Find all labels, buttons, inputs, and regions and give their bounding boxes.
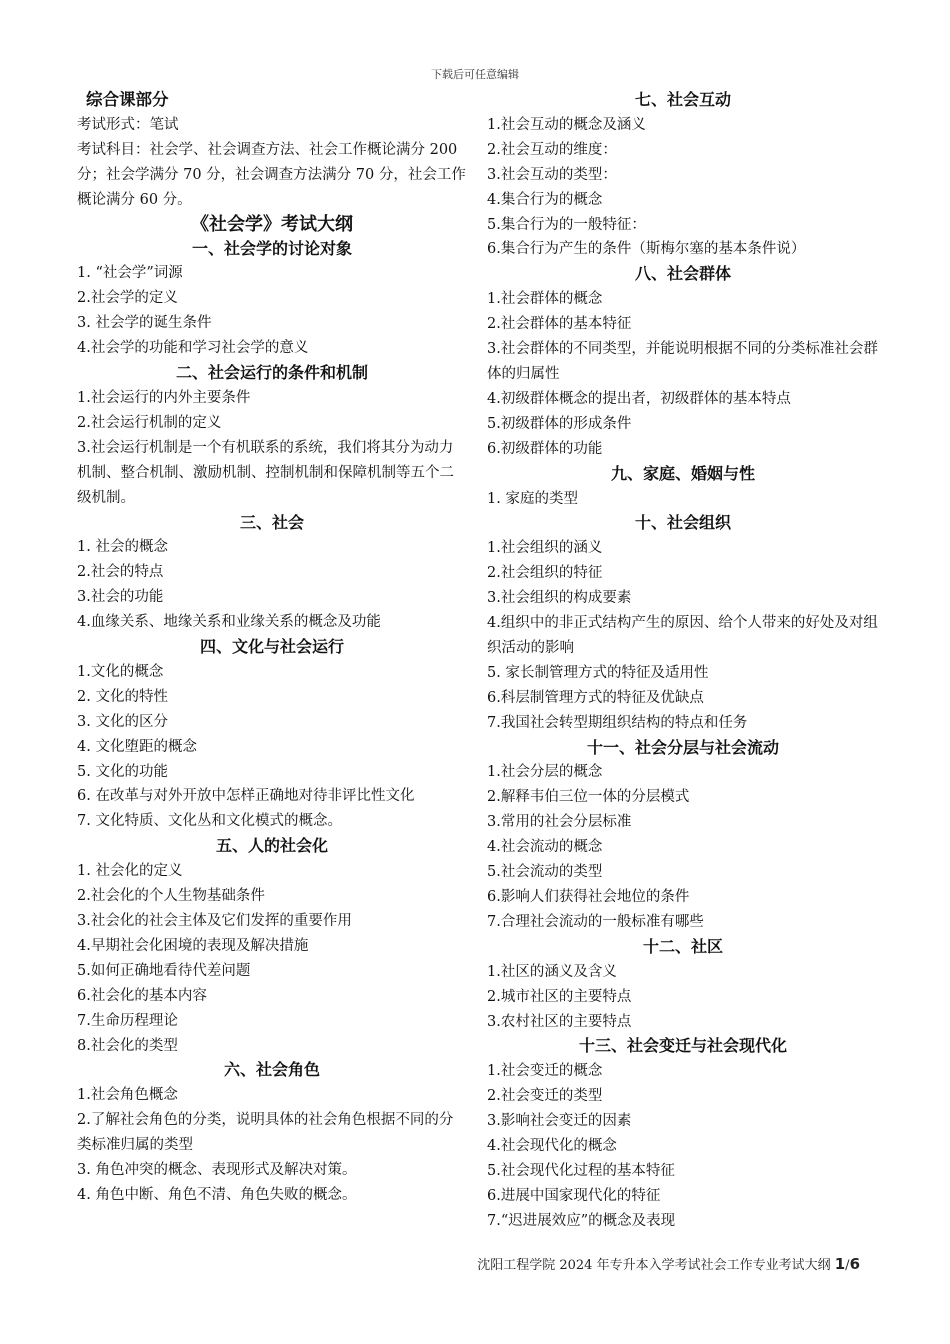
outline-item: 4.社会学的功能和学习社会学的意义 <box>77 340 309 357</box>
outline-item: 3.影响社会变迁的因素 <box>487 1113 632 1130</box>
outline-item: 5. 家长制管理方式的特征及适用性 <box>487 664 709 681</box>
section-heading: 十三、社会变迁与社会现代化 <box>578 1036 787 1056</box>
sections-right <box>487 88 879 1234</box>
outline-item: 4.组织中的非正式结构产生的原因、给个人带来的好处及对组织活动的影响 <box>487 615 878 656</box>
outline-item: 4.社会流动的概念 <box>487 839 603 856</box>
outline-item: 7.合理社会流动的一般标准有哪些 <box>487 913 704 930</box>
outline-item: 2.城市社区的主要特点 <box>487 988 632 1005</box>
section <box>487 462 879 512</box>
outline-item: 1.社会角色概念 <box>77 1087 178 1104</box>
outline-item: 5.社会现代化过程的基本特征 <box>487 1162 675 1179</box>
outline-item: 2.社会的特点 <box>77 564 164 581</box>
outline-item: 2.社会群体的基本特征 <box>487 316 632 333</box>
outline-item: 6.影响人们获得社会地位的条件 <box>487 889 690 905</box>
outline-item: 7.“迟进展效应”的概念及表现 <box>487 1212 676 1229</box>
outline-item: 2.社会运行机制的定义 <box>77 414 222 431</box>
right-column <box>487 88 879 1234</box>
outline-item: 1. 社会化的定义 <box>77 863 183 880</box>
outline-item: 1.社会变迁的概念 <box>487 1063 603 1080</box>
outline-item: 4.集合行为的概念 <box>487 191 603 208</box>
outline-item: 4.社会现代化的概念 <box>487 1138 617 1155</box>
section-heading: 五、人的社会化 <box>215 836 328 856</box>
outline-item: 6.集合行为产生的条件（斯梅尔塞的基本条件说） <box>487 241 806 258</box>
page-current: 1 <box>834 1255 846 1273</box>
footer <box>477 1254 860 1273</box>
outline-item: 1. 社会的概念 <box>77 539 168 556</box>
outline-item: 3. 社会学的诞生条件 <box>77 315 212 332</box>
outline-item: 6.社会化的基本内容 <box>77 987 207 1004</box>
outline-item: 2.社会互动的维度： <box>487 141 617 158</box>
section-heading: 三、社会 <box>239 512 304 532</box>
page-separator: / <box>845 1258 850 1273</box>
exam-subjects: 考试科目：社会学、社会调查方法、社会工作概论满分 200 分；社会学满分 70 分，社会调查方法满分 70 分，社会工作概论满分 60 分。 <box>77 141 466 208</box>
outline-item: 4.初级群体概念的提出者，初级群体的基本特点 <box>487 390 791 407</box>
outline-item: 3. 文化的区分 <box>77 713 168 730</box>
section <box>487 262 879 461</box>
outline-item: 1.社会分层的概念 <box>487 764 603 781</box>
outline-item: 3.社会的功能 <box>77 589 164 606</box>
outline-item: 3.社会互动的类型： <box>487 166 617 183</box>
outline-item: 2.社会组织的特征 <box>487 565 603 582</box>
outline-item: 2.解释韦伯三位一体的分层模式 <box>487 789 690 806</box>
section <box>77 511 467 636</box>
sections-left <box>77 237 467 1208</box>
section <box>487 511 879 735</box>
section-heading: 二、社会运行的条件和机制 <box>175 363 368 383</box>
outline-item: 1.社会群体的概念 <box>487 291 603 308</box>
outline-item: 1.社会运行的内外主要条件 <box>77 389 251 406</box>
section <box>487 736 879 935</box>
outline-item: 1.社会互动的概念及涵义 <box>487 116 646 133</box>
outline-item: 2.社会学的定义 <box>77 290 178 307</box>
section-heading: 一、社会学的讨论对象 <box>191 238 352 258</box>
section-heading: 十二、社区 <box>642 936 723 956</box>
section-heading: 六、社会角色 <box>223 1060 320 1080</box>
outline-item: 3.社会运行机制是一个有机联系的系统，我们将其分为动力机制、整合机制、激励机制、控制机制和保障机制等五个二级机制。 <box>77 439 454 506</box>
section <box>77 834 467 1058</box>
outline-item: 3.社会群体的不同类型，并能说明根据不同的分类标准社会群体的归属性 <box>487 341 878 382</box>
section-heading: 八、社会群体 <box>634 264 731 284</box>
section-heading: 十、社会组织 <box>634 513 731 533</box>
outline-item: 2. 文化的特性 <box>77 688 168 705</box>
intro-title: 综合课部分 <box>86 90 169 109</box>
section <box>77 1058 467 1207</box>
outline-item: 1. 家庭的类型 <box>487 490 578 507</box>
outline-item: 1.社区的涵义及含义 <box>487 963 617 980</box>
outline-item: 4.血缘关系、地缘关系和业缘关系的概念及功能 <box>77 614 381 631</box>
outline-item: 6.进展中国家现代化的特征 <box>487 1187 661 1204</box>
outline-item: 5. 文化的功能 <box>77 763 168 780</box>
section <box>487 935 879 1035</box>
page-total: 6 <box>849 1255 860 1273</box>
outline-item: 7.生命历程理论 <box>77 1012 178 1029</box>
header-note: 下载后可任意编辑 <box>431 68 519 81</box>
outline-item: 5.集合行为的一般特征： <box>487 216 646 233</box>
exam-format: 考试形式：笔试 <box>77 116 179 133</box>
section <box>487 88 879 262</box>
outline-item: 3.社会化的社会主体及它们发挥的重要作用 <box>77 913 352 929</box>
outline-item: 1.文化的概念 <box>77 663 164 680</box>
section-heading: 七、社会互动 <box>634 90 731 109</box>
section <box>487 1034 879 1233</box>
section <box>77 361 467 510</box>
outline-item: 6.科层制管理方式的特征及优缺点 <box>487 689 704 706</box>
outline-item: 4.早期社会化困境的表现及解决措施 <box>77 937 309 954</box>
outline-item: 3.常用的社会分层标准 <box>487 814 632 831</box>
outline-item: 7.我国社会转型期组织结构的特点和任务 <box>487 714 748 731</box>
outline-item: 6. 在改革与对外开放中怎样正确地对待非评比性文化 <box>77 788 415 805</box>
section-heading: 九、家庭、婚姻与性 <box>610 463 755 483</box>
outline-item: 3. 角色冲突的概念、表现形式及解决对策。 <box>77 1162 357 1179</box>
outline-item: 4. 角色中断、角色不清、角色失败的概念。 <box>77 1186 357 1203</box>
footer-text: 沈阳工程学院 2024 年专升本入学考试社会工作专业考试大纲 <box>477 1258 831 1273</box>
outline-item: 3.农村社区的主要特点 <box>487 1013 632 1030</box>
outline-item: 8.社会化的类型 <box>77 1037 178 1054</box>
outline-item: 2.社会化的个人生物基础条件 <box>77 888 265 905</box>
outline-item: 4. 文化堕距的概念 <box>77 738 197 755</box>
section <box>77 635 467 834</box>
outline-item: 7. 文化特质、文化丛和文化模式的概念。 <box>77 813 342 830</box>
section-heading: 十一、社会分层与社会流动 <box>586 737 779 757</box>
document-title: 《社会学》考试大纲 <box>191 213 353 235</box>
outline-item: 6.初级群体的功能 <box>487 440 603 457</box>
left-column <box>77 88 467 1208</box>
outline-item: 5.如何正确地看待代差问题 <box>77 962 251 979</box>
outline-item: 1. “社会学”词源 <box>77 265 183 282</box>
outline-item: 3.社会组织的构成要素 <box>487 590 632 607</box>
outline-item: 5.社会流动的类型 <box>487 864 603 881</box>
section-heading: 四、文化与社会运行 <box>199 637 344 657</box>
section <box>77 237 467 362</box>
outline-item: 5.初级群体的形成条件 <box>487 415 632 432</box>
outline-item: 2.社会变迁的类型 <box>487 1088 603 1105</box>
outline-item: 1.社会组织的涵义 <box>487 540 603 557</box>
outline-item: 2.了解社会角色的分类，说明具体的社会角色根据不同的分类标准归属的类型 <box>77 1112 454 1154</box>
